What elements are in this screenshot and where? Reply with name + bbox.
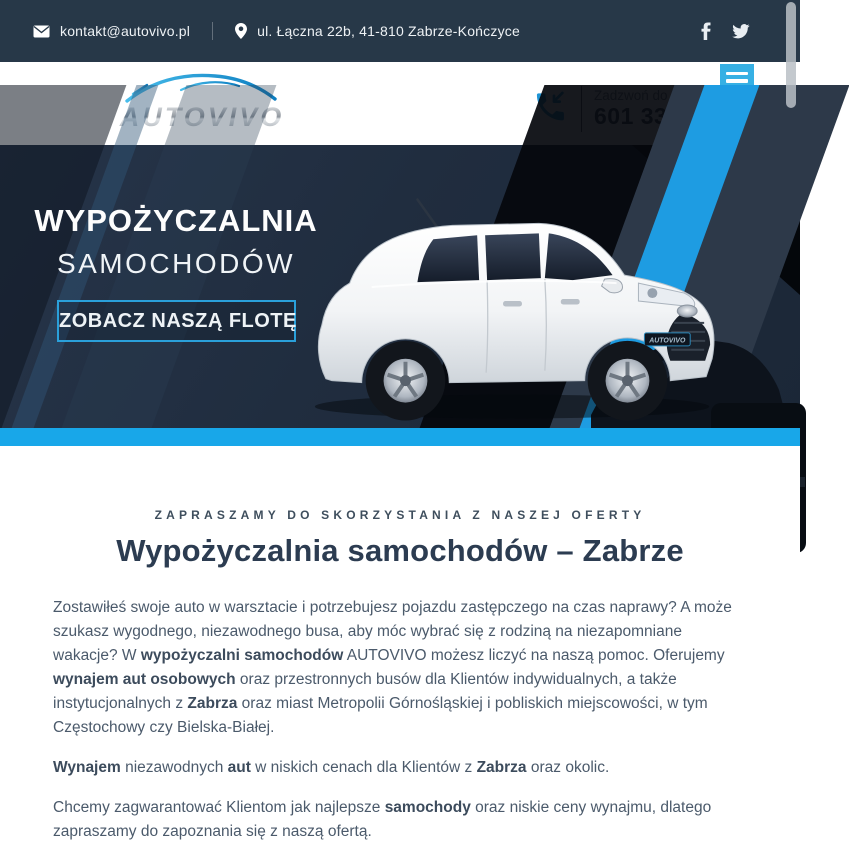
contact-email-link[interactable]: kontakt@autovivo.pl [60, 23, 191, 39]
section-kicker: ZAPRASZAMY DO SKORZYSTANIA Z NASZEJ OFERTY [154, 508, 646, 522]
accent-strip [0, 428, 800, 446]
twitter-icon[interactable] [730, 20, 752, 42]
section-copy [53, 596, 747, 844]
contact-address-link[interactable]: ul. Łączna 22b, 41-810 Zabrze-Kończyce [257, 23, 520, 39]
front-wheel [588, 341, 668, 421]
hero-banner [0, 145, 800, 428]
intro-section [0, 446, 800, 840]
see-fleet-button[interactable]: ZOBACZ NASZĄ FLOTĘ [57, 300, 296, 342]
topbar [0, 0, 800, 62]
paragraph-3: Chcemy zagwarantować Klientom jak najlepsze samochody oraz niskie ceny wynajmu, dlatego zapraszamy do zapoznania się z naszą ofertą. [53, 799, 712, 840]
section-heading: Wypożyczalnia samochodów – Zabrze [116, 533, 684, 568]
location-pin-icon [235, 23, 247, 39]
hero-copy [26, 203, 326, 280]
mail-icon [33, 25, 50, 38]
hamburger-bar [726, 79, 748, 83]
paragraph-2: Wynajem niezawodnych aut w niskich cenach dla Klientów z Zabrza oraz okolic. [53, 759, 610, 776]
hamburger-bar [726, 72, 748, 76]
car-badge-text: AUTOVIVO [649, 337, 686, 345]
white-car-image [288, 183, 736, 427]
hero-title-line2: SAMOCHODÓW [56, 248, 296, 279]
topbar-divider [212, 22, 213, 40]
rear-wheel [366, 341, 446, 421]
logo-text: AUTOVIVO [112, 102, 292, 133]
paragraph-1: Zostawiłeś swoje auto w warsztacie i potrzebujesz pojazdu zastępczego na czas naprawy? A może szukasz wygodnego, niezawodnego busa, aby móc wybrać się z rodziną na niezapomniane wakacje? W wypożyczalni samochodów AUTOVIVO możesz liczyć na naszą pomoc. Oferujemy wynajem aut osobowych oraz przestronnych busów dla Klientów indywidualnych, a także instytucjonalnych z Zabrza oraz miast Metropolii Górnośląskiej i pobliskich miejscowości, w tym Częstochowy czy Bielska-Białej. [53, 599, 732, 736]
scrollbar-thumb[interactable] [786, 2, 796, 108]
facebook-icon[interactable] [694, 20, 716, 42]
hero-title-line1: WYPOŻYCZALNIA [34, 203, 318, 238]
